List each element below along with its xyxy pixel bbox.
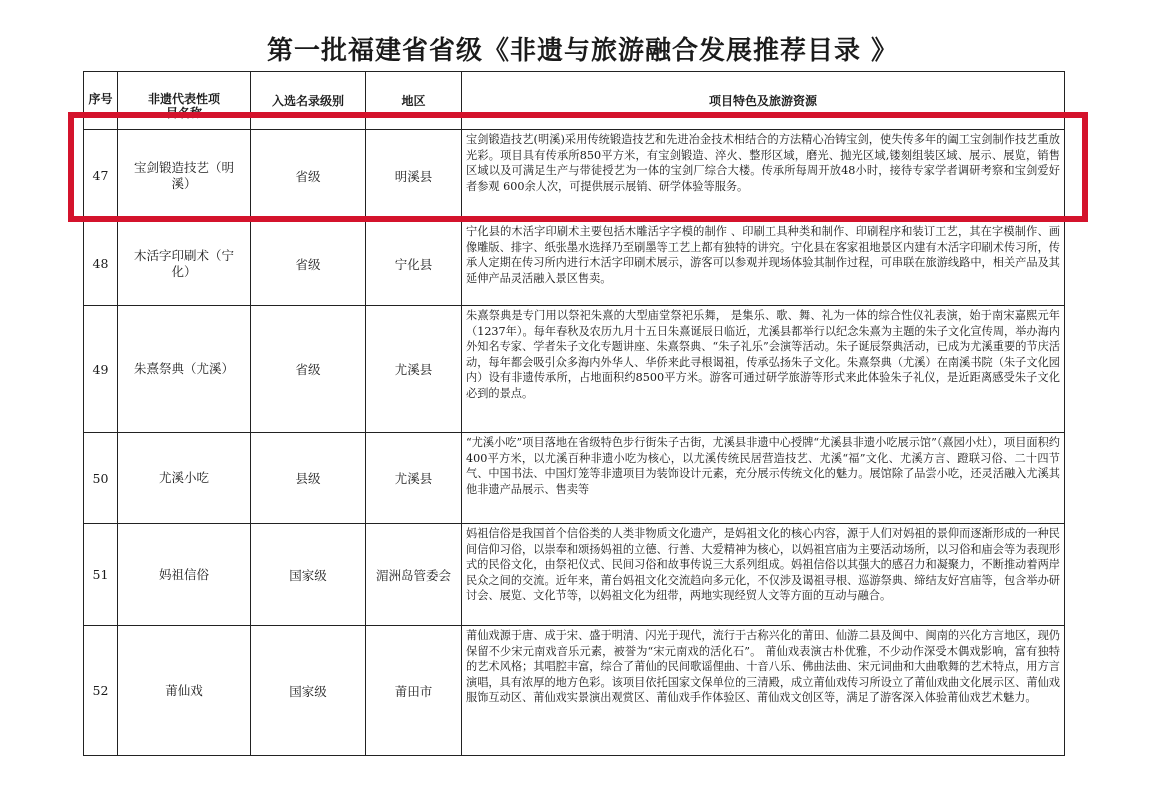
table-header-row	[84, 72, 1065, 130]
header-feature: 项目特色及旅游资源	[462, 72, 1065, 130]
row-level: 国家级	[251, 524, 366, 626]
row-seq: 47	[84, 130, 118, 222]
row-level: 省级	[251, 306, 366, 433]
row-level: 省级	[251, 130, 366, 222]
row-region: 湄洲岛管委会	[366, 524, 462, 626]
row-region: 明溪县	[366, 130, 462, 222]
row-seq: 51	[84, 524, 118, 626]
heritage-table	[83, 71, 1065, 756]
table-row	[84, 433, 1065, 524]
row-seq: 50	[84, 433, 118, 524]
row-feature: 朱熹祭典是专门用以祭祀朱熹的大型庙堂祭祀乐舞， 是集乐、歌、舞、礼为一体的综合性仪礼表演，始于南宋嘉熙元年（1237年）。每年春秋及农历九月十五日朱熹诞辰日临近，尤溪县都举行以纪念朱熹为主题的朱子文化宣传周，举办海内外知名专家、学者朱子文化专题讲座、朱熹祭典、“朱子礼乐”会演等活动。朱子诞辰祭典活动，已成为尤溪重要的节庆活动，每年都会吸引众多海内外华人、华侨来此寻根谒祖，传承弘扬朱子文化。朱熹祭典（尤溪）在南溪书院（朱子文化园内）设有非遗传承所，占地面积约8500平方米。游客可通过研学旅游等形式来此体验朱子礼仪，是近距离感受朱子文化必到的景点。	[462, 306, 1065, 433]
table-row	[84, 306, 1065, 433]
row-seq: 52	[84, 626, 118, 756]
row-feature: 莆仙戏源于唐、成于宋、盛于明清、闪光于现代，流行于古称兴化的莆田、仙游二县及闽中、闽南的兴化方言地区，现仍保留不少宋元南戏音乐元素，被誉为“宋元南戏的活化石”。 莆仙戏表演古朴优雅，不少动作深受木偶戏影响，富有独特的艺术风格；其唱腔丰富，综合了莆仙的民间歌谣俚曲、十音八乐、佛曲法曲、宋元词曲和大曲歌舞的艺术特点，用方言演唱，具有浓厚的地方色彩。该项目依托国家文保单位的三清殿，成立莆仙戏传习所设立了莆仙戏曲文化展示区、莆仙戏服饰互动区、莆仙戏实景演出观赏区、莆仙戏手作体验区、莆仙戏文创区等，满足了游客深入体验莆仙戏艺术魅力。	[462, 626, 1065, 756]
row-feature: 宝剑锻造技艺(明溪)采用传统锻造技艺和先进冶金技术相结合的方法精心冶铸宝剑，使失传多年的阖工宝剑制作技艺重放光彩。项目具有传承所850平方米，有宝剑锻造、淬火、整形区域，磨光、抛光区域,镂刻组装区域、展示、展览，销售区域以及可满足生产与带徒授艺为一体的宝剑厂综合大楼。传承所每周开放48小时，接待专家学者调研考察和宝剑爱好者参观 600余人次，可提供展示展销、研学体验等服务。	[462, 130, 1065, 222]
table-row	[84, 222, 1065, 306]
row-level: 县级	[251, 433, 366, 524]
row-item: 朱熹祭典（尤溪）	[118, 306, 251, 433]
row-seq: 48	[84, 222, 118, 306]
header-item: 非遗代表性项目名称	[118, 72, 251, 130]
header-level: 入选名录级别	[251, 72, 366, 130]
row-level: 省级	[251, 222, 366, 306]
row-item: 妈祖信俗	[118, 524, 251, 626]
header-seq: 序号	[84, 72, 118, 130]
header-region: 地区	[366, 72, 462, 130]
row-region: 莆田市	[366, 626, 462, 756]
row-item: 木活字印刷术（宁化）	[118, 222, 251, 306]
row-region: 宁化县	[366, 222, 462, 306]
row-feature: 宁化县的木活字印刷术主要包括木雕活字字模的制作 、印刷工具种类和制作、印刷程序和装订工艺，其在字模制作、画像雕版、排字、纸张墨水选择乃至刷墨等工艺上都有独特的讲究。宁化县在客家祖地景区内建有木活字印刷术传习所，传承人定期在传习所内进行木活字印刷术展示，游客可以参观并现场体验其制作过程，可串联在旅游线路中，相关产品及其延伸产品灵活融入景区售卖。	[462, 222, 1065, 306]
table-row	[84, 626, 1065, 756]
row-seq: 49	[84, 306, 118, 433]
row-item: 宝剑锻造技艺（明溪）	[118, 130, 251, 222]
table-row	[84, 130, 1065, 222]
row-region: 尤溪县	[366, 306, 462, 433]
row-item: 莆仙戏	[118, 626, 251, 756]
row-region: 尤溪县	[366, 433, 462, 524]
row-level: 国家级	[251, 626, 366, 756]
table-row	[84, 524, 1065, 626]
row-feature: 妈祖信俗是我国首个信俗类的人类非物质文化遗产，是妈祖文化的核心内容，源于人们对妈祖的景仰而逐渐形成的一种民间信仰习俗，以崇奉和颂扬妈祖的立德、行善、大爱精神为核心，以妈祖宫庙为主要活动场所，以习俗和庙会等为表现形式的民俗文化，由祭祀仪式、民间习俗和故事传说三大系列组成。妈祖信俗以其强大的感召力和凝聚力，不断推动着两岸民众之间的交流。近年来，莆台妈祖文化交流趋向多元化，不仅涉及谒祖寻根、巡游祭典、缔结友好宫庙等，包含举办研讨会、展览、文化节等，以妈祖文化为纽带，两地实现经贸人文等方面的互动与融合。	[462, 524, 1065, 626]
row-item: 尤溪小吃	[118, 433, 251, 524]
row-feature: “尤溪小吃”项目落地在省级特色步行街朱子古街，尤溪县非遗中心授牌“尤溪县非遗小吃展示馆”（熹园小灶），项目面积约400平方米，以尤溪百种非遗小吃为核心，以尤溪传统民居营造技艺、尤溪“福”文化、尤溪方言、蹬联习俗、二十四节气、中国书法、中国灯笼等非遗项目为装饰设计元素，充分展示传统文化的魅力。展馆除了品尝小吃，还灵活融入尤溪其他非遗产品展示、售卖等	[462, 433, 1065, 524]
page-title: 第一批福建省省级《非遗与旅游融合发展推荐目录 》	[266, 36, 899, 66]
